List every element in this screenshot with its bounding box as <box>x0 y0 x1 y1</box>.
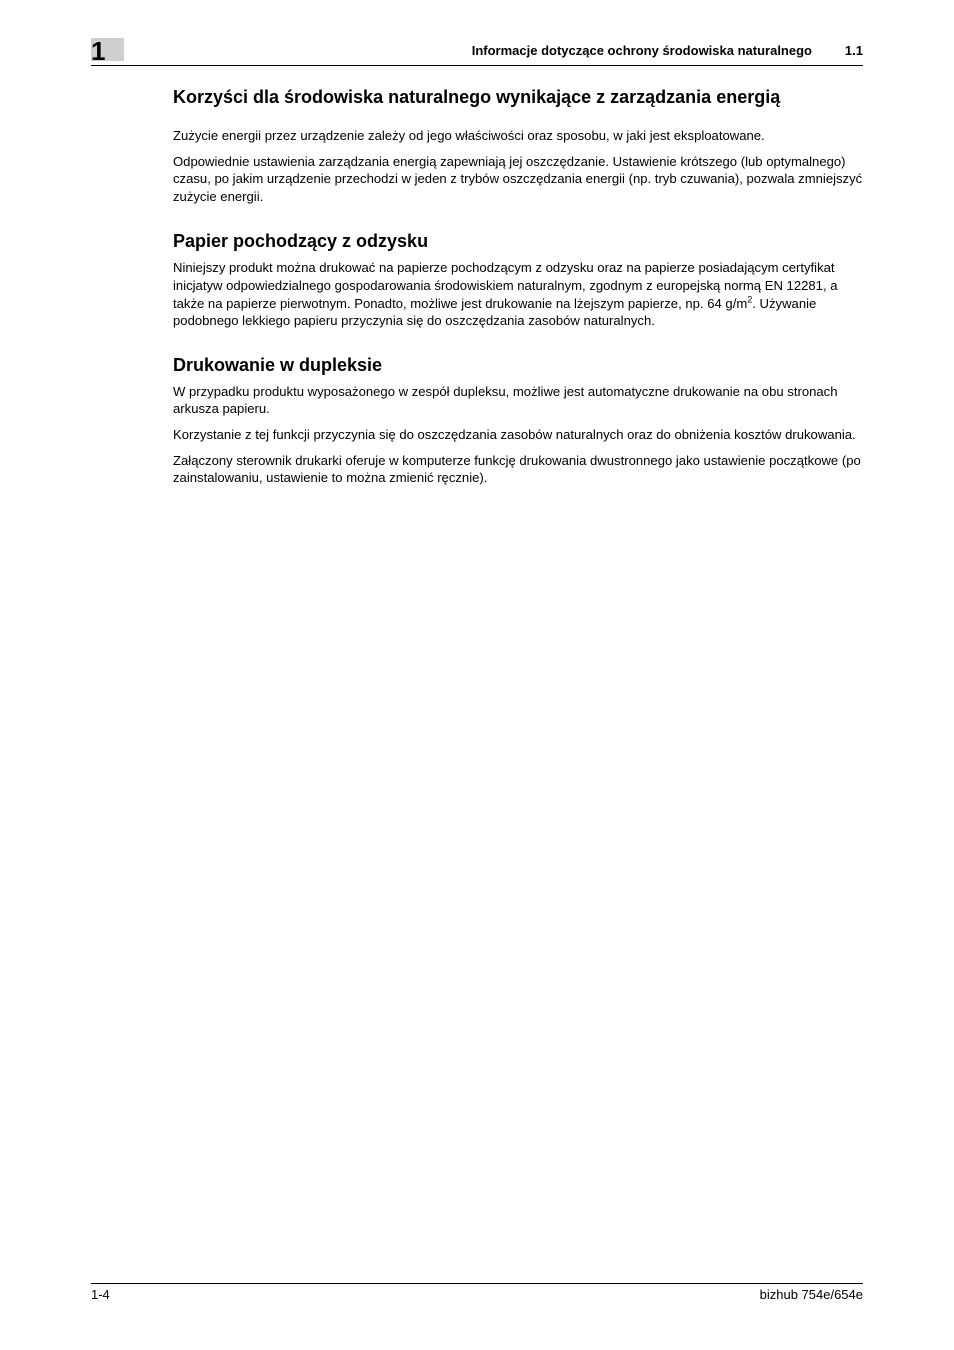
section-heading: Papier pochodzący z odzysku <box>173 231 429 252</box>
footer-divider <box>91 1283 863 1284</box>
paragraph: Korzystanie z tej funkcji przyczynia się do oszczędzania zasobów naturalnych oraz do obniżenia kosztów drukowania. <box>173 426 856 442</box>
paragraph-text: Niniejszy produkt można drukować na papierze pochodzącym z odzysku oraz na papierze posiadającym certyfikat inicjatyw odpowiedzialnego gospodarowania środowiskiem naturalnym, zgodnym z europejską normą EN 12281, a także na papierze pierwotnym. Ponadto, możliwe jest drukowanie na lżejszym papierze, np. 64 g/m <box>173 260 838 311</box>
paragraph-text: . Używanie podobnego lekkiego papieru przyczynia się do oszczędzania zasobów naturalnych. <box>173 295 817 329</box>
paragraph: Odpowiednie ustawienia zarządzania energią zapewniają jej oszczędzanie. Ustawienie krótszego (lub optymalnego) czasu, po jakim urządzenie przechodzi w jeden z trybów oszczędzania energii (np. tryb czuwania), pozwala zmniejszyć zużycie energii. <box>173 153 863 204</box>
superscript: 2 <box>747 294 753 305</box>
running-header-title: Informacje dotyczące ochrony środowiska naturalnego <box>471 43 812 58</box>
paragraph: Zużycie energii przez urządzenie zależy od jego właściwości oraz sposobu, w jaki jest eksploatowane. <box>173 128 765 143</box>
running-header-section-number: 1.1 <box>844 43 863 58</box>
paragraph: W przypadku produktu wyposażonego w zespół dupleksu, możliwe jest automatyczne drukowanie na obu stronach arkusza papieru. <box>173 383 838 417</box>
chapter-number: 1 <box>91 36 106 66</box>
section-recycled-paper <box>173 230 863 329</box>
header-divider <box>91 65 863 66</box>
section-duplex-printing <box>173 354 863 487</box>
section-energy-management <box>173 86 863 205</box>
section-heading: Drukowanie w dupleksie <box>173 354 383 375</box>
section-heading: Korzyści dla środowiska naturalnego wynikające z zarządzania energią <box>173 87 781 107</box>
main-content <box>173 86 863 487</box>
paragraph: Załączony sterownik drukarki oferuje w komputerze funkcję drukowania dwustronnego jako ustawienie początkowe (po zainstalowaniu, ustawienie to można zmienić ręcznie). <box>173 452 861 486</box>
footer-product-name: bizhub 754e/654e <box>759 1287 863 1302</box>
paragraph <box>173 259 863 329</box>
footer-page-number: 1-4 <box>91 1287 110 1302</box>
